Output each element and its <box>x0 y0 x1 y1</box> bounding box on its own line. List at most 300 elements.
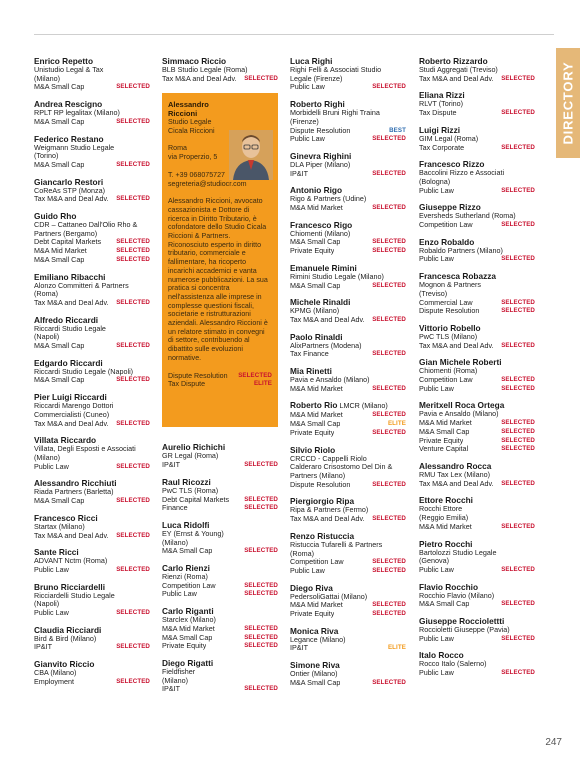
lawyer-name-text: Giuseppe Rizzo <box>419 202 481 213</box>
profile-advert <box>162 93 278 427</box>
firm-name: Ricciardelli Studio Legale <box>34 590 115 600</box>
lawyer-name-text: Diego Riva <box>290 582 333 593</box>
practice-row <box>419 669 535 678</box>
profile-firm-line-1: Studio Legale <box>168 118 212 126</box>
firm-name: (Genova) <box>419 556 449 566</box>
directory-entry <box>419 495 535 531</box>
header-rule <box>34 34 554 35</box>
practice-area: M&A Small Cap <box>290 420 341 429</box>
firm-name: Studi Aggregati (Treviso) <box>419 65 498 74</box>
lawyer-name-text: Francesca Robazza <box>419 271 497 282</box>
directory-entry <box>290 660 406 687</box>
directory-entry <box>290 297 406 324</box>
firm-name: Starclex (Milano) <box>162 615 216 625</box>
practice-area: Tax Finance <box>290 350 329 359</box>
ranking-badge: SELECTED <box>116 238 150 246</box>
ranking-badge: SELECTED <box>244 581 278 589</box>
ranking-badge: SELECTED <box>372 678 406 686</box>
ranking-badge: SELECTED <box>116 677 150 685</box>
firm-name: CoReAs STP (Monza) <box>34 185 105 195</box>
profile-email[interactable]: segreteria@studiocr.com <box>168 179 247 188</box>
lawyer-name-text: Paolo Rinaldi <box>290 331 343 342</box>
practice-row <box>419 221 535 230</box>
firm-name: Riada Partners (Barletta) <box>34 487 114 497</box>
practice-row <box>162 685 278 694</box>
practice-area: Commercial Law <box>419 298 473 307</box>
firm-name: Bird & Bird (Milano) <box>34 633 97 643</box>
firm-name: Rigo & Partners (Udine) <box>290 194 367 204</box>
practice-row <box>290 127 406 136</box>
lawyer-name-text: Gian Michele Roberti <box>419 357 502 368</box>
practice-area: M&A Small Cap <box>34 255 85 264</box>
firm-name: (Bologna) <box>419 176 451 186</box>
practice-row <box>290 411 406 420</box>
practice-row <box>419 635 535 644</box>
lawyer-name-text: Vittorio Robello <box>419 322 481 333</box>
ranking-badge: SELECTED <box>501 74 535 82</box>
firm-name: Rienzi (Roma) <box>162 572 208 582</box>
practice-area: Tax M&A and Deal Adv. <box>419 74 494 83</box>
lawyer-name-text: Enrico Repetto <box>34 56 94 66</box>
practice-area: Venture Capital <box>419 445 469 454</box>
ranking-badge: SELECTED <box>501 376 535 384</box>
directory-entry <box>34 625 150 652</box>
practice-area: Public Law <box>419 669 454 678</box>
lawyer-name-text: Simone Riva <box>290 660 340 671</box>
lawyer-name-text: Guido Rho <box>34 211 77 222</box>
directory-entry <box>419 400 535 454</box>
ranking-badge: SELECTED <box>116 255 150 263</box>
practice-area: Competition Law <box>419 376 473 385</box>
firm-name: DLA Piper (Milano) <box>290 159 351 169</box>
lawyer-name-text: Gianvito Riccio <box>34 659 95 670</box>
practice-area: Public Law <box>34 609 69 618</box>
directory-entry <box>419 616 535 643</box>
firm-name: Rocchio Flavio (Milano) <box>419 590 495 600</box>
practice-row <box>290 316 406 325</box>
ranking-badge: SELECTED <box>372 281 406 289</box>
practice-row <box>419 480 535 489</box>
practice-row <box>419 523 535 532</box>
practice-area: Tax M&A and Deal Adv. <box>419 479 494 488</box>
directory-entry <box>34 358 150 385</box>
directory-entry <box>419 125 535 152</box>
firm-name: (Roma) <box>290 548 314 558</box>
practice-area: Public Law <box>290 83 325 92</box>
lawyer-name-text: Carlo Rienzi <box>162 563 210 574</box>
firm-name: Fieldfisher <box>162 666 196 676</box>
firm-name: Riccardi Marengo Dottori <box>34 401 114 411</box>
directory-entry <box>34 272 150 308</box>
practice-row <box>34 83 150 92</box>
lawyer-name-text: Pietro Rocchi <box>419 538 473 549</box>
practice-area: M&A Small Cap <box>290 678 341 687</box>
profile-practice-row <box>168 380 272 389</box>
practice-area: Tax M&A and Deal Adv. <box>34 531 109 540</box>
firm-name: Eversheds Sutherland (Roma) <box>419 211 516 221</box>
firm-name: (Roma) <box>34 289 58 299</box>
practice-area: M&A Mid Market <box>419 522 472 531</box>
practice-area: Dispute Resolution <box>419 307 480 316</box>
lawyer-name-text: Ginevra Righini <box>290 150 352 161</box>
lawyer-name-text: Francesco Rigo <box>290 219 353 230</box>
firm-name: Bartolozzi Studio Legale <box>419 547 497 557</box>
firm-name-text: LMCR (Milano) <box>339 401 388 411</box>
firm-name: AlixPartners (Modena) <box>290 340 362 350</box>
practice-row <box>34 256 150 265</box>
directory-entry <box>162 477 278 513</box>
practice-row <box>290 601 406 610</box>
practice-row <box>162 75 278 84</box>
firm-name: Villata, Degli Esposti e Associati <box>34 444 136 454</box>
ranking-badge: SELECTED <box>372 428 406 436</box>
firm-name: (Torino) <box>34 151 59 161</box>
lawyer-name-text: Edgardo Riccardi <box>34 357 103 368</box>
practice-area: Tax M&A and Deal Adv. <box>290 315 365 324</box>
firm-name: (Milano) <box>162 537 188 547</box>
ranking-badge: SELECTED <box>244 624 278 632</box>
practice-row <box>34 342 150 351</box>
ranking-badge: SELECTED <box>244 495 278 503</box>
practice-area: Public Law <box>419 186 454 195</box>
firm-name: Partners (Milano) <box>290 470 346 480</box>
practice-area: Private Equity <box>290 610 335 619</box>
lawyer-name-text: Claudia Ricciardi <box>34 624 102 635</box>
firm-name: PwC TLS (Milano) <box>419 331 478 341</box>
ranking-badge: ELITE <box>253 380 272 388</box>
ranking-badge: SELECTED <box>372 204 406 212</box>
practice-area: Tax M&A and Deal Adv. <box>34 195 109 204</box>
directory-entry <box>419 271 535 316</box>
lawyer-name-text: Andrea Rescigno <box>34 99 103 110</box>
ranking-badge: SELECTED <box>116 609 150 617</box>
practice-area: M&A Small Cap <box>34 342 85 351</box>
practice-area: Dispute Resolution <box>290 126 351 135</box>
lawyer-name-text: Roberto Righi <box>290 99 345 110</box>
practice-row <box>290 385 406 394</box>
directory-entry <box>419 159 535 195</box>
profile-photo <box>229 130 273 180</box>
practice-row <box>419 445 535 454</box>
lawyer-name-text: Emanuele Rimini <box>290 262 357 273</box>
practice-row <box>34 376 150 385</box>
firm-name: Legance (Milano) <box>290 634 346 644</box>
firm-name: Rocco Italo (Salerno) <box>419 659 487 669</box>
practice-row <box>162 504 278 513</box>
firm-name: BLB Studio Legale (Roma) <box>162 65 248 74</box>
practice-area: M&A Mid Market <box>290 601 343 610</box>
ranking-badge: SELECTED <box>116 117 150 125</box>
ranking-badge: SELECTED <box>372 566 406 574</box>
directory-entry <box>162 520 278 556</box>
directory-entry <box>419 357 535 393</box>
ranking-badge: SELECTED <box>244 547 278 555</box>
ranking-badge: SELECTED <box>501 427 535 435</box>
firm-name: PwC TLS (Roma) <box>162 485 219 495</box>
practice-area: Employment <box>34 677 74 686</box>
page-number: 247 <box>545 737 562 748</box>
ranking-badge: BEST <box>389 126 406 134</box>
firm-name: Roccioletti Giuseppe (Pavia) <box>419 625 510 635</box>
ranking-badge: ELITE <box>387 420 406 428</box>
firm-name: EY (Ernst & Young) <box>162 528 224 538</box>
practice-area: Debt Capital Markets <box>34 238 102 247</box>
practice-area: Debt Capital Markets <box>162 495 230 504</box>
practice-row <box>34 247 150 256</box>
practice-area: Public Law <box>162 590 197 599</box>
practice-row <box>419 419 535 428</box>
practice-area: M&A Small Cap <box>290 238 341 247</box>
directory-column-4 <box>419 56 535 685</box>
lawyer-name-text: Roberto Rio <box>290 400 338 411</box>
ranking-badge: SELECTED <box>244 504 278 512</box>
ranking-badge: SELECTED <box>501 255 535 263</box>
practice-area: Private Equity <box>419 436 464 445</box>
practice-row <box>34 118 150 127</box>
lawyer-name-text: Sante Ricci <box>34 547 79 558</box>
practice-row <box>290 204 406 213</box>
directory-entry <box>290 531 406 576</box>
lawyer-name-text: Luca Ridolfi <box>162 519 210 530</box>
firm-name: KPMG (Milano) <box>290 306 340 316</box>
directory-entry <box>290 263 406 290</box>
firm-name: (Napoli) <box>34 332 60 342</box>
firm-name: GIM Legal (Roma) <box>419 133 479 143</box>
firm-name-inline <box>337 401 387 410</box>
practice-row <box>419 75 535 84</box>
ranking-badge: SELECTED <box>116 376 150 384</box>
practice-row <box>419 600 535 609</box>
ranking-badge: SELECTED <box>116 160 150 168</box>
firm-name: Startax (Milano) <box>34 521 85 531</box>
ranking-badge: SELECTED <box>244 461 278 469</box>
firm-name: Rimini Studio Legale (Milano) <box>290 271 384 281</box>
directory-entry <box>290 445 406 490</box>
ranking-badge: SELECTED <box>116 247 150 255</box>
practice-area: Tax Corporate <box>419 143 465 152</box>
practice-area: M&A Mid Market <box>290 384 343 393</box>
practice-row <box>34 161 150 170</box>
lawyer-name-text: Aurelio Richichi <box>162 442 226 453</box>
firm-name: Ontier (Milano) <box>290 669 338 679</box>
lawyer-name-text: Giuseppe Rocciolettti <box>419 616 505 627</box>
ranking-badge: SELECTED <box>238 371 272 379</box>
profile-bio: Alessandro Riccioni, avvocato cassazionista e Dottore di ricerca in Diritto Tributario, è cofondatore dello Studio Cicala Riccioni & Partners. Riconosciuto esperto in diritto tributario, commerciale e fallimentare, ha ricoperto incarichi accademici e vanta numerose pubblicazioni. La sua pratica si concentra nell'assistenza alle imprese in complesse questioni fiscali, societarie e ristrutturazioni aziendali. Alessandro Riccioni è un relatore stimato in convegni di settore, contribuendo al dibattito sulle evoluzioni normative. <box>168 197 268 362</box>
practice-row <box>34 532 150 541</box>
directory-entry <box>290 185 406 212</box>
practice-row <box>162 496 278 505</box>
practice-row <box>162 625 278 634</box>
practice-row <box>34 678 150 687</box>
practice-area: M&A Small Cap <box>34 83 85 92</box>
lawyer-name-text: Luca Righi <box>290 56 333 66</box>
directory-entry <box>34 211 150 265</box>
directory-entry <box>419 539 535 575</box>
lawyer-name-text: Giancarlo Restori <box>34 176 104 187</box>
practice-area: Public Law <box>34 462 69 471</box>
ranking-badge: SELECTED <box>372 610 406 618</box>
lawyer-name-text: Francesco Rizzo <box>419 159 485 170</box>
ranking-badge: SELECTED <box>116 531 150 539</box>
practice-row <box>290 481 406 490</box>
practice-row <box>290 429 406 438</box>
practice-row <box>419 187 535 196</box>
ranking-badge: SELECTED <box>501 307 535 315</box>
ranking-badge: SELECTED <box>501 436 535 444</box>
directory-entry <box>34 315 150 351</box>
firm-name: Rocchi Ettore <box>419 504 463 514</box>
ranking-badge: SELECTED <box>501 341 535 349</box>
practice-area: IP&IT <box>290 169 308 178</box>
ranking-badge: SELECTED <box>372 480 406 488</box>
profile-practice-row <box>168 372 272 381</box>
practice-area: Competition Law <box>162 581 216 590</box>
ranking-badge: SELECTED <box>116 643 150 651</box>
ranking-badge: SELECTED <box>372 384 406 392</box>
practice-area: M&A Small Cap <box>162 633 213 642</box>
firm-name: GR Legal (Roma) <box>162 451 219 461</box>
practice-area: IP&IT <box>162 685 180 694</box>
lawyer-name-text: Flavio Rocchio <box>419 581 479 592</box>
practice-row <box>290 238 406 247</box>
lawyer-name-text: Villata Riccardo <box>34 435 97 446</box>
practice-row <box>34 420 150 429</box>
practice-row <box>290 282 406 291</box>
practice-area: Dispute Resolution <box>168 371 228 380</box>
ranking-badge: SELECTED <box>116 195 150 203</box>
firm-name: RLVT (Torino) <box>419 99 464 109</box>
practice-row <box>290 558 406 567</box>
practice-area: M&A Mid Market <box>290 204 343 213</box>
lawyer-name-text: Roberto Rizzardo <box>419 56 488 66</box>
practice-row <box>419 385 535 394</box>
profile-phone: T. +39 068075727 <box>168 170 225 179</box>
directory-entry <box>34 513 150 540</box>
profile-address-line-1: Roma <box>168 144 187 153</box>
firm-name: Morbidelli Bruni Righi Traina <box>290 108 380 118</box>
profile-name-line-2: Riccioni <box>168 109 198 118</box>
lawyer-name-text: Alfredo Riccardi <box>34 314 99 325</box>
practice-area: M&A Small Cap <box>419 427 470 436</box>
practice-area: IP&IT <box>290 644 308 653</box>
directory-column-3 <box>290 56 406 695</box>
practice-row <box>290 610 406 619</box>
ranking-badge: SELECTED <box>501 298 535 306</box>
ranking-badge: SELECTED <box>244 685 278 693</box>
ranking-badge: SELECTED <box>372 169 406 177</box>
practice-row <box>419 144 535 153</box>
ranking-badge: ELITE <box>387 644 406 652</box>
lawyer-name-text: Diego Rigatti <box>162 657 214 668</box>
lawyer-name-text: Antonio Rigo <box>290 185 343 196</box>
lawyer-name-text: Simmaco Riccio <box>162 56 227 66</box>
practice-row <box>34 609 150 618</box>
directory-entry <box>290 626 406 653</box>
ranking-badge: SELECTED <box>501 143 535 151</box>
practice-area: Private Equity <box>162 642 207 651</box>
directory-entry <box>290 332 406 359</box>
firm-name: Calderaro Crisostomo Del Din & <box>290 462 393 472</box>
practice-row <box>162 634 278 643</box>
lawyer-name-text: Monica Riva <box>290 625 339 636</box>
firm-name: Mognon & Partners <box>419 280 481 290</box>
practice-row <box>290 644 406 653</box>
ranking-badge: SELECTED <box>501 419 535 427</box>
ranking-badge: SELECTED <box>116 497 150 505</box>
directory-entry <box>290 56 406 92</box>
firm-name: Pavia e Ansaldo (Milano) <box>290 375 370 385</box>
firm-name: Pavia e Ansaldo (Milano) <box>419 409 499 419</box>
lawyer-name-text: Pier Luigi Riccardi <box>34 392 107 403</box>
firm-name: Legale (Firenze) <box>290 73 343 83</box>
firm-name: Unistudio Legal & Tax <box>34 65 104 74</box>
directory-entry <box>34 582 150 618</box>
lawyer-name-text: Luigi Rizzi <box>419 124 461 135</box>
practice-row <box>34 195 150 204</box>
directory-column-1 <box>34 56 150 694</box>
practice-area: M&A Mid Market <box>290 411 343 420</box>
ranking-badge: SELECTED <box>372 350 406 358</box>
practice-row <box>162 642 278 651</box>
ranking-badge: SELECTED <box>501 522 535 530</box>
firm-name: (Firenze) <box>290 116 319 126</box>
firm-name: Riccardi Studio Legale (Napoli) <box>34 366 134 376</box>
directory-entry <box>34 435 150 471</box>
practice-area: Competition Law <box>419 221 473 230</box>
directory-entry <box>419 90 535 117</box>
directory-entry <box>290 583 406 619</box>
firm-name: (Milano) <box>34 73 60 83</box>
practice-row <box>290 567 406 576</box>
practice-area: Private Equity <box>290 247 335 256</box>
practice-row <box>34 566 150 575</box>
ranking-badge: SELECTED <box>372 315 406 323</box>
practice-row <box>419 109 535 118</box>
practice-row <box>419 428 535 437</box>
practice-area: Tax M&A and Deal Adv. <box>34 298 109 307</box>
directory-entry <box>290 366 406 393</box>
ranking-badge: SELECTED <box>372 411 406 419</box>
practice-row <box>34 497 150 506</box>
firm-name: (Reggio Emilia) <box>419 513 469 523</box>
directory-side-tab <box>556 48 580 158</box>
practice-area: Public Law <box>419 565 454 574</box>
firm-name: Baccolini Rizzo e Associati <box>419 168 505 178</box>
lawyer-name-text: Federico Restano <box>34 133 104 144</box>
ranking-badge: SELECTED <box>372 247 406 255</box>
practice-area: M&A Small Cap <box>34 497 85 506</box>
practice-area: IP&IT <box>162 461 180 470</box>
practice-area: M&A Small Cap <box>162 547 213 556</box>
firm-name: (Treviso) <box>419 288 448 298</box>
practice-row <box>290 83 406 92</box>
directory-entry <box>162 606 278 651</box>
firm-name: Righi Felli & Associati Studio <box>290 65 382 74</box>
ranking-badge: SELECTED <box>501 669 535 677</box>
directory-entry <box>162 658 278 694</box>
practice-area: Public Law <box>290 135 325 144</box>
practice-area: M&A Mid Market <box>34 247 87 256</box>
firm-name: Commercialisti (Cuneo) <box>34 409 110 419</box>
firm-name: PedersoliGattai (Milano) <box>290 591 368 601</box>
firm-name: ADVANT Nctm (Roma) <box>34 556 108 566</box>
firm-name: Chiomenti (Roma) <box>419 366 478 376</box>
directory-entry <box>34 99 150 126</box>
ranking-badge: SELECTED <box>501 109 535 117</box>
directory-entry <box>290 151 406 178</box>
practice-area: Public Law <box>419 255 454 264</box>
lawyer-name <box>290 400 406 411</box>
